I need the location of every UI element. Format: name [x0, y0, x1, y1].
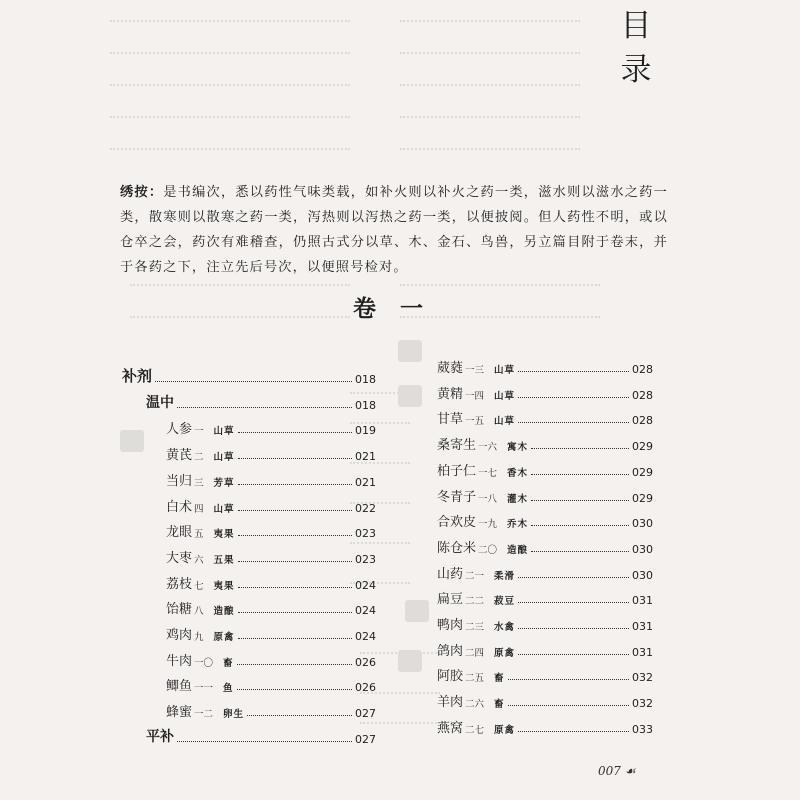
entry-category: 原禽: [494, 647, 516, 659]
dot-leader: [518, 577, 629, 578]
dot-leader: [177, 407, 352, 408]
dot-leader: [508, 679, 629, 680]
dot-leader: [238, 484, 352, 485]
page-number: 007 ☙: [598, 764, 636, 778]
note-label: 绣按：: [120, 185, 164, 200]
dot-leader: [518, 731, 629, 732]
entry-page-number: 028: [632, 363, 653, 376]
entry-number: 一七: [478, 467, 498, 479]
entry-name: 燕窝: [437, 720, 464, 736]
entry-category: 山草: [494, 365, 516, 376]
entry-name: 鸡肉: [166, 628, 193, 643]
entry-number: 一八: [478, 493, 498, 505]
dot-leader: [238, 458, 352, 459]
entry-page-number: 030: [632, 568, 653, 582]
entry-name: 大枣: [166, 550, 193, 566]
toc-entry[interactable]: [122, 443, 376, 463]
dot-leader: [518, 371, 629, 372]
dot-leader: [531, 448, 629, 449]
entry-name: 鸽肉: [437, 643, 464, 659]
entry-page-number: 024: [355, 630, 376, 643]
entry-name: 黄芪: [166, 448, 193, 464]
toc-entry[interactable]: [122, 469, 376, 489]
entry-name: 鲫鱼: [166, 679, 193, 695]
editor-note: [120, 180, 668, 280]
entry-page-number: 023: [355, 527, 376, 541]
entry-category: 原禽: [213, 632, 235, 643]
entry-name: 羊肉: [437, 695, 464, 711]
entry-name: 白术: [166, 499, 193, 515]
show-through-line: [110, 136, 350, 150]
dot-leader: [531, 525, 629, 526]
entry-page-number: 021: [355, 450, 376, 464]
entry-category: 畜: [223, 657, 234, 669]
entry-number: 八: [194, 606, 204, 618]
show-through-glyph: [405, 600, 429, 622]
entry-name: 温中: [146, 394, 174, 411]
title-char-1: 目: [620, 8, 652, 44]
entry-number: 一五: [465, 416, 485, 428]
entry-name: 山药: [437, 566, 464, 582]
volume-heading: 卷一: [353, 296, 447, 322]
show-through-line: [400, 104, 580, 118]
toc-entry[interactable]: [437, 690, 653, 710]
entry-page-number: 029: [632, 491, 653, 505]
entry-name: 当归: [166, 473, 193, 489]
entry-name: 扁豆: [437, 592, 464, 608]
entry-number: 一: [194, 426, 204, 438]
dot-leader: [518, 654, 629, 655]
entry-category: 水禽: [494, 622, 516, 633]
toc-entry[interactable]: [122, 597, 376, 617]
entry-category: 夷果: [213, 529, 235, 541]
toc-entry[interactable]: [437, 433, 653, 453]
entry-page-number: 026: [355, 655, 376, 669]
entry-category: 五果: [213, 554, 235, 566]
entry-number: 二七: [465, 724, 485, 736]
entry-name: 冬青子: [437, 489, 477, 505]
entry-name: 桑寄生: [437, 438, 477, 454]
entry-number: 三: [194, 477, 204, 489]
dot-leader: [247, 715, 352, 716]
entry-category: 山草: [213, 503, 235, 515]
entry-page-number: 024: [355, 578, 376, 592]
entry-name: 黄精: [437, 386, 464, 402]
entry-name: 陈仓米: [437, 540, 477, 556]
toc-entry[interactable]: [437, 587, 653, 607]
toc-section-heading[interactable]: [122, 366, 376, 386]
entry-name: 鸭肉: [437, 618, 464, 633]
toc-entry[interactable]: [437, 356, 653, 376]
show-through-glyph: [398, 340, 422, 362]
toc-entry[interactable]: [122, 674, 376, 694]
entry-page-number: 018: [355, 373, 376, 386]
toc-entry[interactable]: [437, 510, 653, 530]
entry-page-number: 027: [355, 707, 376, 721]
entry-name: 合欢皮: [437, 515, 477, 531]
entry-number: 一〇: [194, 657, 214, 669]
entry-number: 七: [194, 580, 204, 592]
toc-entry[interactable]: [122, 417, 376, 437]
dot-leader: [531, 500, 629, 501]
toc-entry[interactable]: [437, 664, 653, 684]
entry-category: 鱼: [223, 683, 234, 695]
dot-leader: [508, 705, 629, 706]
entry-number: 一三: [465, 365, 485, 376]
show-through-line: [110, 8, 350, 22]
dot-leader: [237, 664, 352, 665]
entry-page-number: 027: [355, 732, 376, 746]
entry-name: 人参: [166, 422, 193, 438]
show-through-line: [400, 72, 580, 86]
dot-leader: [238, 638, 352, 639]
entry-page-number: 031: [632, 620, 653, 633]
dot-leader: [238, 510, 352, 511]
title-char-2: 录: [620, 52, 652, 88]
entry-name: 龙眼: [166, 525, 193, 541]
entry-category: 山草: [494, 390, 516, 402]
entry-category: 香木: [507, 467, 529, 479]
entry-number: 四: [194, 503, 204, 515]
entry-name: 牛肉: [166, 653, 193, 669]
entry-category: 卵生: [223, 709, 245, 721]
entry-number: 一六: [478, 442, 498, 454]
show-through-line: [110, 40, 350, 54]
entry-name: 饴糖: [166, 602, 193, 618]
entry-page-number: 032: [632, 697, 653, 711]
show-through-line: [400, 40, 580, 54]
entry-page-number: 018: [355, 398, 376, 412]
entry-number: 二五: [465, 673, 485, 685]
dot-leader: [238, 535, 352, 536]
show-through-line: [110, 104, 350, 118]
entry-number: 二四: [465, 647, 485, 659]
entry-page-number: 030: [632, 542, 653, 556]
show-through-glyph: [398, 385, 422, 407]
entry-page-number: 031: [632, 645, 653, 659]
toc-entry[interactable]: [122, 623, 376, 643]
entry-page-number: 032: [632, 671, 653, 685]
dot-leader: [518, 397, 629, 398]
dot-leader: [518, 422, 629, 423]
entry-page-number: 028: [632, 388, 653, 402]
dot-leader: [531, 551, 629, 552]
entry-number: 六: [194, 554, 204, 566]
dot-leader: [518, 628, 629, 629]
entry-category: 山草: [494, 416, 516, 428]
toc-entry[interactable]: [122, 649, 376, 669]
entry-number: 二六: [465, 699, 485, 711]
entry-page-number: 021: [355, 475, 376, 489]
entry-category: 山草: [213, 452, 235, 464]
entry-page-number: 026: [355, 681, 376, 695]
entry-category: 造酿: [507, 544, 529, 556]
entry-name: 甘草: [437, 412, 464, 428]
entry-page-number: 029: [632, 465, 653, 479]
entry-category: 芳草: [213, 477, 235, 489]
toc-entry[interactable]: [122, 572, 376, 592]
entry-name: 平补: [146, 728, 174, 745]
entry-category: 寓木: [507, 442, 529, 454]
entry-category: 畜: [494, 699, 505, 711]
entry-page-number: 019: [355, 424, 376, 438]
dot-leader: [238, 587, 352, 588]
entry-page-number: 022: [355, 501, 376, 515]
entry-number: 一一: [194, 683, 214, 695]
dot-leader: [531, 474, 629, 475]
dot-leader: [518, 602, 629, 603]
entry-page-number: 031: [632, 594, 653, 608]
entry-number: 一二: [194, 709, 214, 721]
toc-sub-heading[interactable]: [122, 726, 376, 746]
toc-entry[interactable]: [437, 639, 653, 659]
entry-category: 畜: [494, 673, 505, 685]
entry-name: 蜂蜜: [166, 705, 193, 721]
toc-entry[interactable]: [437, 459, 653, 479]
entry-category: 菽豆: [494, 596, 516, 608]
entry-name: 葳蕤: [437, 361, 464, 376]
entry-number: 二: [194, 452, 204, 464]
dot-leader: [177, 741, 352, 742]
entry-category: 灌木: [507, 493, 529, 505]
entry-category: 乔木: [507, 519, 529, 531]
entry-page-number: 023: [355, 552, 376, 566]
entry-category: 原禽: [494, 724, 516, 736]
toc-entry[interactable]: [122, 546, 376, 566]
entry-page-number: 030: [632, 517, 653, 531]
toc-entry[interactable]: [122, 700, 376, 720]
entry-category: 柔滑: [494, 570, 516, 582]
entry-category: 夷果: [213, 580, 235, 592]
toc-entry[interactable]: [122, 520, 376, 540]
entry-name: 补剂: [122, 367, 153, 385]
dot-leader: [155, 381, 352, 382]
show-through-line: [110, 72, 350, 86]
toc-entry[interactable]: [437, 613, 653, 633]
toc-entry[interactable]: [437, 485, 653, 505]
show-through-line: [400, 8, 580, 22]
entry-page-number: 033: [632, 722, 653, 736]
entry-number: 二〇: [478, 544, 498, 556]
page-title: [596, 4, 676, 92]
toc-entry[interactable]: [437, 562, 653, 582]
toc-entry[interactable]: [437, 536, 653, 556]
entry-name: 阿胶: [437, 669, 464, 685]
entry-number: 一四: [465, 390, 485, 402]
show-through-glyph: [398, 650, 422, 672]
entry-number: 一九: [478, 519, 498, 531]
entry-page-number: 029: [632, 440, 653, 454]
toc-entry[interactable]: [437, 407, 653, 427]
entry-category: 造酿: [213, 606, 235, 618]
show-through-line: [400, 136, 580, 150]
entry-page-number: 028: [632, 414, 653, 428]
toc-entry[interactable]: [437, 716, 653, 736]
toc-entry[interactable]: [122, 495, 376, 515]
entry-page-number: 024: [355, 604, 376, 618]
entry-number: 二一: [465, 570, 485, 582]
dot-leader: [238, 432, 352, 433]
toc-entry[interactable]: [437, 382, 653, 402]
entry-number: 九: [194, 632, 204, 643]
dot-leader: [238, 612, 352, 613]
dot-leader: [238, 561, 352, 562]
entry-name: 柏子仁: [437, 463, 477, 479]
entry-number: 二二: [465, 596, 485, 608]
toc-sub-heading[interactable]: [122, 392, 376, 412]
entry-number: 五: [194, 529, 204, 541]
dot-leader: [237, 689, 352, 690]
entry-number: 二三: [465, 622, 485, 633]
entry-name: 荔枝: [166, 576, 193, 592]
note-text: 是书编次，悉以药性气味类载，如补火则以补火之药一类，滋水则以滋水之药一类，散寒则以散寒之药一类，泻热则以泻热之药一类，以便披阅。但人药性不明，或以仓卒之会，药次有难稽查，仍照古式分以草、木、金石、鸟兽，另立篇目附于卷末，并于各药之下，注立先后号次，以便照号检对。: [120, 185, 668, 275]
entry-category: 山草: [213, 426, 235, 438]
